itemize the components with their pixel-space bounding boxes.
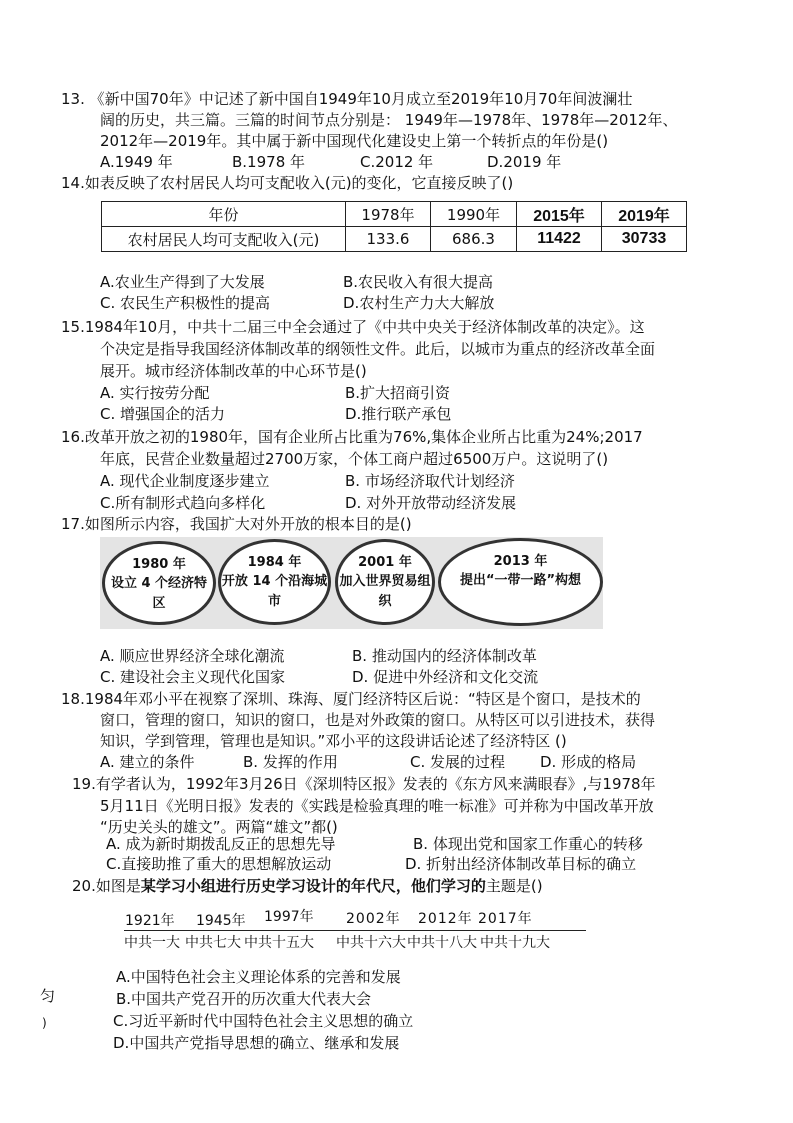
q19-line-3: “历史关头的雄文”。两篇“雄文”都(): [100, 818, 338, 836]
q15-option-c: C. 增强国企的活力: [100, 405, 226, 423]
q18-option-d: D. 形成的格局: [540, 753, 637, 771]
income-table: [101, 201, 687, 252]
q14-option-d: D.农村生产力大大解放: [343, 294, 495, 312]
oval-1980: [102, 541, 216, 625]
q15-option-d: D.推行联产承包: [345, 405, 452, 423]
timeline-congress: 中共七大: [185, 935, 241, 951]
table-cell: 133.6: [346, 227, 431, 252]
q19-option-b: B. 体现出党和国家工作重心的转移: [413, 835, 643, 853]
table-cell: 2015年: [517, 202, 602, 227]
q16-line-1: 16.改革开放之初的1980年，国有企业所占比重为76%,集体企业所占比重为24%;2017: [61, 428, 643, 446]
q20-stem-bold: 某学习小组进行历史学习设计的年代尺，他们学习的: [140, 877, 486, 895]
q17-option-d: D. 促进中外经济和文化交流: [352, 668, 539, 686]
q17-stem: 17.如图所示内容，我国扩大对外开放的根本目的是(): [61, 515, 412, 533]
q13-line-2: 阔的历史，共三篇。三篇的时间节点分别是： 1949年—1978年、1978年—2012年、: [100, 111, 678, 129]
timeline-congress: 中共十六大: [336, 935, 406, 951]
q17-option-a: A. 顺应世界经济全球化潮流: [100, 647, 285, 665]
table-cell: 2019年: [602, 202, 687, 227]
q18-line-1: 18.1984年邓小平在视察了深圳、珠海、厦门经济特区后说：“特区是个窗口，是技术的: [61, 690, 641, 708]
q13-line-1: 13. 《新中国70年》中记述了新中国自1949年10月成立至2019年10月70年间波澜壮: [61, 90, 633, 108]
timeline-congress: 中共十九大: [480, 935, 550, 951]
timeline-congress: 中共十八大: [407, 935, 477, 951]
q17-option-b: B. 推动国内的经济体制改革: [352, 647, 537, 665]
q20-option-d: D.中国共产党指导思想的确立、继承和发展: [113, 1034, 400, 1052]
timeline-axis: [124, 930, 586, 931]
table-cell: 农村居民人均可支配收入(元): [102, 227, 346, 252]
q20-option-b: B.中国共产党召开的历次重大代表大会: [116, 990, 372, 1008]
oval-2013: [438, 538, 603, 626]
q15-line-2: 个决定是指导我国经济体制改革的纲领性文件。此后，以城市为重点的经济改革全面: [100, 340, 656, 358]
q14-option-b: B.农民收入有很大提高: [343, 273, 494, 291]
q15-option-a: A. 实行按劳分配: [100, 384, 210, 402]
income-table-header: [102, 202, 687, 227]
timeline-year: 1997年: [264, 909, 314, 925]
timeline-year: 1921年: [125, 913, 175, 929]
table-cell: 1990年: [431, 202, 517, 227]
q18-line-3: 知识，学到管理，管理也是知识。”邓小平的这段讲话论述了经济特区 (): [100, 732, 567, 750]
oval-text: 开放 14 个沿海城市: [221, 574, 328, 609]
q19-line-2: 5月11日《光明日报》发表的《实践是检验真理的唯一标准》可并称为中国改革开放: [100, 797, 654, 815]
oval-year: 1984 年: [247, 555, 302, 570]
timeline-year: 2002年: [346, 911, 401, 927]
q13-option-c: C.2012 年: [360, 153, 434, 171]
timeline-year: 2012年: [418, 911, 473, 927]
oval-text: 提出“一带一路”构想: [459, 573, 582, 588]
q16-line-2: 年底，民营企业数量超过2700万家，个体工商户超过6500万户。这说明了(): [100, 450, 609, 468]
q13-option-a: A.1949 年: [100, 153, 173, 171]
q19-option-a: A. 成为新时期拨乱反正的思想先导: [106, 835, 336, 853]
table-cell: 686.3: [431, 227, 517, 252]
q18-option-b: B. 发挥的作用: [243, 753, 338, 771]
income-table-row: [102, 227, 687, 252]
q20-option-c: C.习近平新时代中国特色社会主义思想的确立: [113, 1012, 414, 1030]
q13-line-3: 2012年—2019年。其中属于新中国现代化建设史上第一个转折点的年份是(): [100, 132, 609, 150]
q18-option-a: A. 建立的条件: [100, 753, 195, 771]
oval-text: 设立 4 个经济特区: [110, 576, 208, 611]
q16-option-d: D. 对外开放带动经济发展: [345, 494, 517, 512]
q16-option-b: B. 市场经济取代计划经济: [345, 472, 515, 490]
q15-line-1: 15.1984年10月，中共十二届三中全会通过了《中共中央关于经济体制改革的决定》。这: [61, 318, 645, 336]
table-cell: 1978年: [346, 202, 431, 227]
q17-option-c: C. 建设社会主义现代化国家: [100, 668, 286, 686]
oval-1984: [218, 539, 331, 625]
q14-option-a: A.农业生产得到了大发展: [100, 273, 265, 291]
q20-stem: [72, 875, 543, 897]
oval-text: 加入世界贸易组织: [339, 574, 431, 609]
oval-year: 2013 年: [493, 554, 548, 569]
oval-year: 1980 年: [132, 557, 186, 572]
oval-2001: [335, 539, 435, 625]
q19-option-d: D. 折射出经济体制改革目标的确立: [405, 855, 637, 873]
q13-option-b: B.1978 年: [232, 153, 306, 171]
table-cell: 年份: [102, 202, 346, 227]
timeline-year: 1945年: [196, 913, 246, 929]
table-cell: 11422: [517, 227, 602, 252]
q16-option-a: A. 现代企业制度逐步建立: [100, 472, 270, 490]
q16-option-c: C.所有制形式趋向多样化: [100, 494, 266, 512]
q14-stem: 14.如表反映了农村居民人均可支配收入(元)的变化，它直接反映了(): [61, 174, 514, 192]
timeline-congress: 中共一大: [124, 935, 180, 951]
q13-option-d: D.2019 年: [487, 153, 562, 171]
timeline-congress: 中共十五大: [244, 935, 314, 951]
q19-line-1: 19.有学者认为，1992年3月26日《深圳特区报》发表的《东方风来满眼春》,与1978年: [72, 775, 656, 793]
oval-year: 2001 年: [358, 555, 412, 570]
timeline-year: 2017年: [478, 911, 533, 927]
q20-option-a: A.中国特色社会主义理论体系的完善和发展: [116, 968, 401, 986]
q19-option-c: C.直接助推了重大的思想解放运动: [106, 855, 332, 873]
q15-option-b: B.扩大招商引资: [345, 384, 451, 402]
q14-option-c: C. 农民生产积极性的提高: [100, 294, 271, 312]
table-cell: 30733: [602, 227, 687, 252]
margin-char: 匀: [40, 987, 56, 1005]
q20-stem-start: 20.如图是: [72, 877, 141, 895]
q20-stem-end: 主题是(): [485, 877, 543, 895]
q18-option-c: C. 发展的过程: [410, 753, 506, 771]
q18-line-2: 窗口，管理的窗口，知识的窗口，也是对外政策的窗口。从特区可以引进技术，获得: [100, 711, 656, 729]
margin-paren: ): [42, 1016, 47, 1030]
q15-line-3: 展开。城市经济体制改革的中心环节是(): [100, 362, 367, 380]
